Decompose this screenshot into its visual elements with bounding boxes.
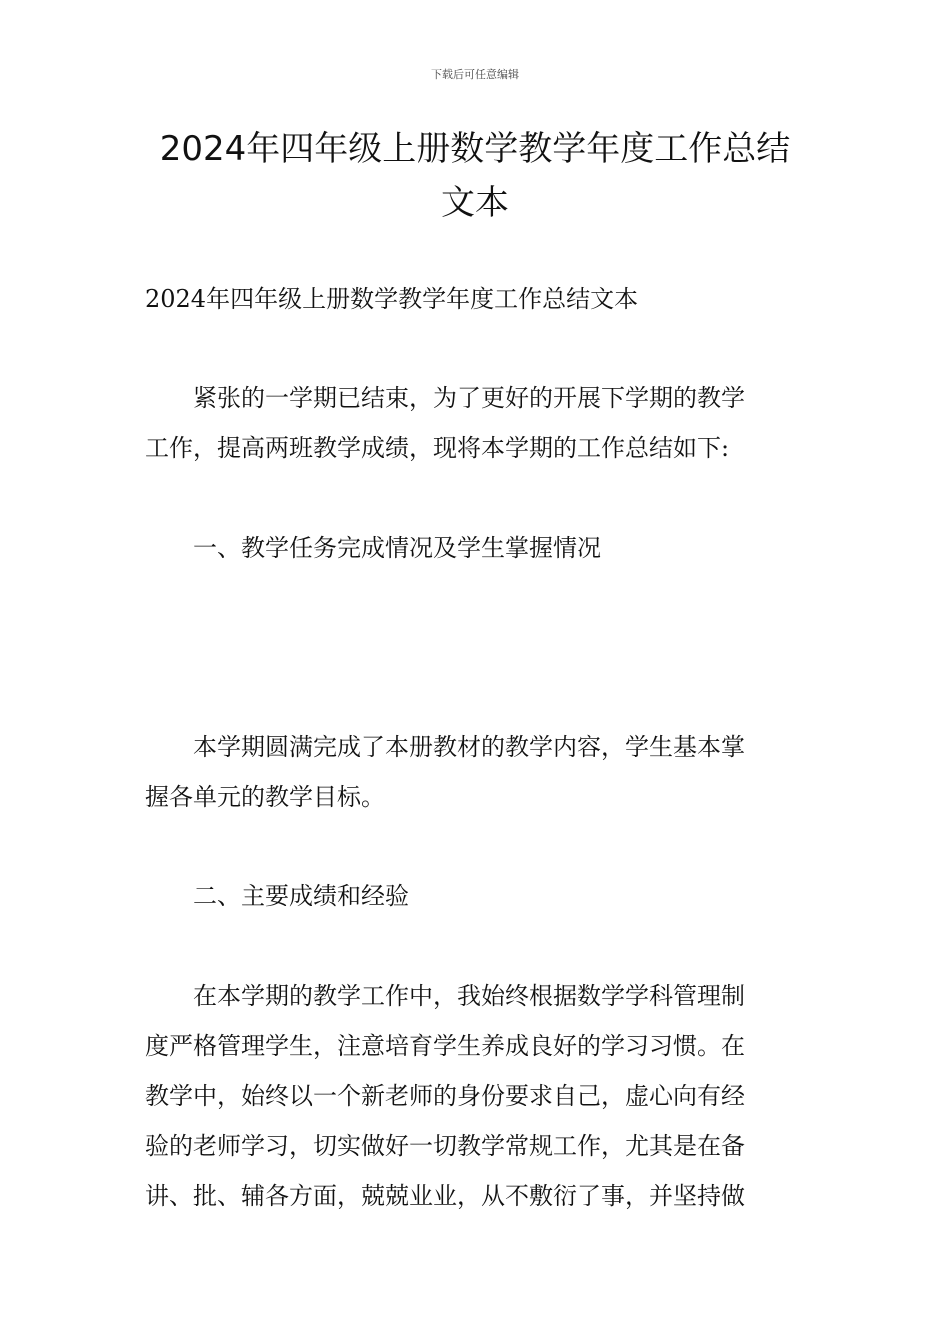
section-1-heading: 一、教学任务完成情况及学生掌握情况 — [145, 534, 601, 562]
section-1-paragraph — [145, 722, 810, 822]
section-2-line-1: 在本学期的教学工作中，我始终根据数学学科管理制 — [145, 982, 745, 1010]
section-2-line-3: 教学中，始终以一个新老师的身份要求自己，虚心向有经 — [145, 1082, 745, 1110]
section-2-line-4: 验的老师学习，切实做好一切教学常规工作，尤其是在备 — [145, 1132, 745, 1160]
document-subtitle: 2024年四年级上册数学教学年度工作总结文本 — [145, 285, 639, 313]
section-2-line-2: 度严格管理学生，注意培育学生养成良好的学习习惯。在 — [145, 1032, 745, 1060]
intro-paragraph — [145, 373, 810, 473]
section-1-line-1: 本学期圆满完成了本册教材的教学内容，学生基本掌 — [145, 733, 745, 761]
header-note: 下载后可任意编辑 — [431, 68, 519, 81]
section-1-line-2: 握各单元的教学目标。 — [145, 783, 385, 811]
section-2-line-5: 讲、批、辅各方面，兢兢业业，从不敷衍了事，并坚持做 — [145, 1182, 745, 1210]
title-line-1: 2024年四年级上册数学教学年度工作总结 — [159, 129, 791, 169]
section-2-heading: 二、主要成绩和经验 — [145, 882, 409, 910]
document-title — [120, 122, 830, 230]
section-2-paragraph — [145, 971, 810, 1221]
intro-line-2: 工作，提高两班教学成绩，现将本学期的工作总结如下: — [145, 434, 730, 462]
intro-line-1: 紧张的一学期已结束，为了更好的开展下学期的教学 — [145, 384, 745, 412]
title-line-2: 文本 — [441, 183, 509, 223]
